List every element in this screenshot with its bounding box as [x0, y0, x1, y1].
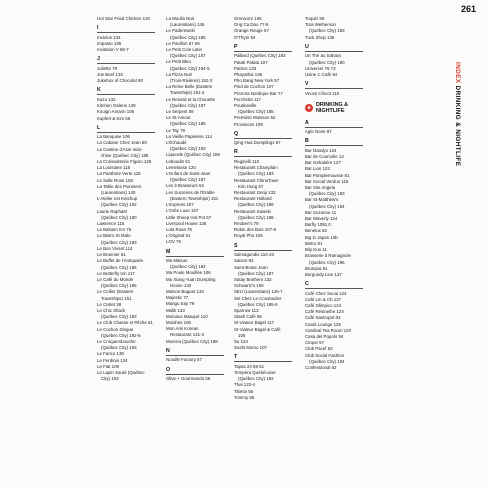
- index-entry: SEU (Laurentians) 146-7: [234, 289, 283, 295]
- index-entry: Big in Japan 10b: [305, 234, 338, 240]
- side-tab-index: INDEX: [454, 62, 461, 84]
- index-entry: Le Fanco 138: [97, 351, 124, 357]
- section-letter: U: [305, 43, 309, 50]
- index-column-2: [166, 16, 228, 382]
- index-entry: Bar St-Matthew's: [305, 197, 339, 203]
- index-entry: Tora Wetherson: [305, 22, 336, 28]
- index-entry: La Moulin Noir: [166, 16, 195, 21]
- index-entry: La Vieille Papeterie 114: [166, 133, 212, 139]
- index-entry: Moinaux Masqué 110: [166, 313, 208, 319]
- index-entry: (Québec City) 192: [238, 376, 274, 382]
- side-tab-section: DRINKING & NIGHTLIFE: [454, 85, 461, 167]
- index-entry: La Reine Belle (Eastern: [166, 84, 213, 90]
- index-entry: Bar Dandys 124: [305, 147, 337, 153]
- index-entry: (Québec City) 185: [170, 121, 206, 127]
- section-divider: [166, 256, 224, 257]
- page-number: 261: [460, 4, 476, 14]
- index-column-4: [305, 16, 367, 371]
- index-entry: L'Orée Luxe 107: [166, 208, 199, 214]
- index-entry: La Croissanterie Figaro 128: [97, 159, 152, 165]
- index-entry: Kupfert & Kim 56: [97, 115, 131, 121]
- index-entry: Le Paderewski: [166, 28, 195, 34]
- index-entry: La Cantine d'Asie Indo-: [97, 146, 143, 152]
- index-entry: La Pizza Noir: [166, 71, 193, 77]
- index-entry: Bistro 91: [305, 240, 323, 246]
- index-entry: (Québec City) 186: [101, 283, 137, 289]
- index-entry: (Québec City) 185: [238, 109, 274, 115]
- index-entry: Les Sucreries de l'Érable: [166, 189, 215, 195]
- index-entry: Restaurant 131-3: [170, 332, 204, 338]
- index-entry: Agle Noire 97: [305, 129, 332, 135]
- index-entry: Café Santropol 83: [305, 315, 341, 321]
- index-entry: (Québec City) 185-6: [238, 301, 278, 307]
- index-entry: 106: [238, 332, 246, 338]
- section-divider: [305, 288, 363, 289]
- index-entry: Sushi Momo 107: [234, 345, 267, 351]
- index-entry: Le Croquembouche: [97, 338, 136, 344]
- index-entry: Bar Waverly 124: [305, 216, 338, 222]
- index-entry: (Québec City) 185: [101, 264, 137, 270]
- section-divider: [97, 63, 155, 64]
- index-entry: Reuben's 79: [234, 220, 259, 226]
- index-entry: Majestic 77: [166, 295, 189, 301]
- index-entry: Stash Café 56: [234, 314, 262, 320]
- section-heading-text: [316, 102, 348, 115]
- index-entry: Le Buffet de l'Antiquaire: [97, 258, 144, 264]
- index-entry: Tempéra Québécoise: [234, 370, 276, 376]
- index-entry: Jukebox of Chocolat 90: [97, 78, 143, 84]
- section-letter: T: [234, 354, 238, 361]
- index-entry: (Trois-Rivières) 152-3: [170, 78, 213, 84]
- section-letter: Q: [234, 130, 239, 137]
- index-entry: St-Viateur Bagel & Café: [234, 326, 281, 332]
- index-section: [234, 354, 296, 401]
- index-entry: Mon Ami Korean: [166, 326, 199, 332]
- index-entry: Le Café du Monde: [97, 276, 134, 282]
- side-tab-text: [454, 62, 461, 166]
- index-entry: Saison 94: [234, 258, 254, 264]
- section-divider: [234, 250, 292, 251]
- index-entry: Le Pavillon 67 69: [166, 40, 200, 46]
- index-entry: Bar Lion 122: [305, 166, 330, 172]
- index-section: [97, 16, 159, 22]
- index-entry: (Québec City) 193: [309, 191, 345, 197]
- index-entry: Café Résinethe 124: [305, 309, 344, 315]
- index-entry: Pho Bang New York 57: [234, 78, 280, 84]
- index-entry: Bar Sits Angela: [305, 185, 336, 191]
- index-entry: Café Chez Sucai 124: [305, 290, 347, 296]
- section-divider: [305, 51, 363, 52]
- index-entry: Universel 76 73: [305, 65, 336, 71]
- index-entry: Restaurant Champlain: [234, 165, 278, 171]
- index-entry: Cirque 57: [305, 340, 325, 346]
- index-entry: Liverpool House 135: [166, 220, 207, 226]
- index-entry: Le Cellier (Eastern: [97, 289, 134, 295]
- index-entry: Lawrence 115: [97, 221, 125, 227]
- section-heading: [305, 102, 367, 115]
- index-entry: Usine C Café 94: [305, 71, 338, 77]
- index-entry: Première Moisson 52: [234, 115, 276, 121]
- index-entry: Qing Hua Dumplings 57: [234, 140, 281, 146]
- section-letter: R: [234, 149, 238, 156]
- index-entry: Le Ferdinia 134: [97, 357, 128, 363]
- index-column-3: [234, 16, 296, 401]
- index-entry: Patrice 133: [234, 65, 257, 71]
- index-entry: Café Olimpico 124: [305, 303, 342, 309]
- section-letter: S: [234, 242, 238, 249]
- index-entry: Kouign Amann 106: [97, 109, 135, 115]
- index-entry: Ma Xiang Yuan Dumpling: [166, 276, 216, 282]
- index-entry: Kazu 132: [97, 96, 116, 102]
- index-entry: Le Lapin Sauté (Québec: [97, 369, 145, 375]
- index-entry: (Laurentians) 145: [101, 190, 136, 196]
- index-entry: Pizzeria Nordique Bar 77: [234, 90, 283, 96]
- index-entry: Le Tay 79: [166, 127, 185, 133]
- index-section: [234, 243, 296, 352]
- index-entry: Townships) 151-2: [170, 90, 205, 96]
- section-divider: [305, 127, 363, 128]
- index-entry: Impasto 135: [97, 40, 122, 46]
- index-entry: Su 134: [234, 338, 248, 344]
- section-letter: C: [305, 281, 309, 288]
- index-entry: Schwartz's 106: [234, 283, 264, 289]
- index-entry: Le Brunnier 61: [97, 252, 126, 258]
- index-entry: Poutineville: [234, 102, 257, 108]
- index-section: [305, 81, 367, 97]
- index-section: [97, 87, 159, 121]
- section-divider: [305, 145, 363, 146]
- index-entry: Club Pacef 63: [305, 346, 333, 352]
- index-entry: Le Salle Rose 106: [97, 177, 133, 183]
- index-entry: Bar de Courcelle 13: [305, 154, 344, 160]
- section-divider: [97, 94, 155, 95]
- index-entry: Tuck Shop 135: [305, 34, 335, 40]
- index-entry: (Québec City) 183: [101, 314, 137, 320]
- index-section: [305, 16, 367, 41]
- index-entry: Club Social Fashion: [305, 352, 345, 358]
- section-divider: [234, 51, 292, 52]
- index-section: [97, 25, 159, 53]
- index-entry: Benelux 82: [305, 228, 327, 234]
- section-letter: A: [305, 119, 309, 126]
- index-entry: L'Atelier est Ketchup: [97, 196, 138, 202]
- index-entry: Hot Star Fried Chicken 132: [97, 16, 150, 21]
- index-entry: Les 3 Brasseurs 54: [166, 183, 204, 189]
- index-entry: (Québec City) 187: [170, 53, 206, 59]
- index-entry: Le Fiat 109: [97, 363, 119, 369]
- index-entry: La Table des Pionniers: [97, 183, 142, 189]
- index-entry: Malik 133: [166, 307, 185, 313]
- index-entry: (Québec City) 192: [170, 264, 206, 270]
- index-section: [305, 138, 367, 278]
- index-entry: Salmagundis 110-23: [234, 252, 274, 258]
- index-entry: Tapas 24 59 61: [234, 363, 265, 369]
- index-entry: Kitchen Galerie 139: [97, 103, 136, 109]
- index-entry: Orange Rouge 57: [234, 28, 269, 34]
- index-entry: Lemelasse 120: [166, 164, 196, 170]
- section-letter: M: [166, 248, 171, 255]
- index-entry: chine (Québec City) 185: [101, 152, 149, 158]
- index-entry: Royal Pho 106: [234, 233, 263, 239]
- index-entry: (Québec City) 190: [101, 214, 137, 220]
- index-section: [234, 16, 296, 41]
- section-letter: J: [97, 56, 100, 63]
- index-entry: Le Cartet 38: [97, 301, 122, 307]
- index-entry: (Québec City) 194: [309, 203, 345, 209]
- index-entry: Le Bistro St Malo: [97, 233, 131, 239]
- index-entry: Candi Lounge 125: [305, 321, 341, 327]
- section-divider: [97, 132, 155, 133]
- cocktail-glass-icon: ♣: [305, 104, 313, 112]
- index-entry: House 132: [170, 282, 192, 288]
- index-entry: La Panthère Verte 115: [97, 171, 141, 177]
- index-entry: Patati Patata 107: [234, 59, 268, 65]
- index-section: [166, 249, 228, 345]
- section-divider: [305, 88, 363, 89]
- section-letter: K: [97, 87, 101, 94]
- section-side-tab: [452, 62, 466, 182]
- index-entry: Little Sheep Hot Pot 57: [166, 214, 212, 220]
- section-divider: [166, 355, 224, 356]
- heading-line-2: NIGHTLIFE: [316, 108, 345, 115]
- index-entry: Robin des Bois 107-8: [234, 227, 276, 233]
- index-entry: Le Petit Coin Latin: [166, 47, 202, 53]
- index-entry: La Banquise 106: [97, 134, 130, 140]
- index-entry: Le Chic Shack: [97, 307, 126, 313]
- index-entry: L'Original 61: [166, 233, 191, 239]
- index-entry: Laurie Raphaël: [97, 208, 127, 214]
- index-section: [234, 44, 296, 128]
- index-entry: St-Viateur Bagel 117: [234, 320, 275, 326]
- index-entry: Café Lm & Cb 127: [305, 296, 342, 302]
- index-section: [305, 120, 367, 136]
- index-entry: Ma Poule Mouillée 106: [166, 270, 211, 276]
- section-letter: I: [97, 25, 99, 32]
- index-column-1: [97, 16, 159, 382]
- section-letter: P: [234, 43, 238, 50]
- index-entry: (Québec City) 187: [238, 270, 274, 276]
- index-entry: (Eastern Townships) 151: [170, 195, 219, 201]
- index-entry: Tommy 55: [234, 394, 255, 400]
- index-entry: (Québec City) 190: [309, 59, 345, 65]
- index-entry: Reginelli 110: [234, 158, 260, 164]
- index-entry: Morena (Québec City) 188: [166, 338, 218, 344]
- index-entry: La Louisiane 115: [97, 165, 131, 171]
- index-entry: Pied de Cochon 107: [234, 84, 274, 90]
- index-section: [234, 149, 296, 239]
- index-section: [97, 56, 159, 84]
- index-entry: Provisions 109: [234, 121, 263, 127]
- index-entry: Thai 123-4: [234, 382, 255, 388]
- index-entry: Confessional 62: [305, 365, 337, 371]
- index-entry: (Québec City) 187: [170, 177, 206, 183]
- index-entry: Paillard (Québec City) 183: [234, 53, 286, 59]
- index-entry: Moishes 106: [166, 320, 191, 326]
- index-section: [166, 348, 228, 364]
- index-section: [234, 131, 296, 147]
- index-entry: (Québec City) 188: [238, 214, 274, 220]
- index-entry: Sparrow 113: [234, 307, 259, 313]
- section-letter: B: [305, 138, 309, 145]
- index-entry: (Québec City) 183: [238, 171, 274, 177]
- index-entry: Cardinal Tea Room 120: [305, 327, 352, 333]
- section-divider: [234, 361, 292, 362]
- index-entry: Olive + Gourmando 56: [166, 376, 211, 382]
- index-entry: Casa del Popolo 94: [305, 334, 344, 340]
- index-entry: Un Thé au Sahara: [305, 53, 341, 59]
- index-entry: Barfly 1081.0: [305, 222, 331, 228]
- index-entry: Lola Rosa 79: [166, 226, 192, 232]
- index-section: [305, 281, 367, 371]
- section-letter: O: [166, 366, 171, 373]
- index-entry: (Québec City) 194-5: [170, 65, 210, 71]
- index-entry: Porchetta 117: [234, 96, 262, 102]
- index-entry: Le Bon Vivant 114: [97, 245, 133, 251]
- index-entry: Sel Chez Le Coustoulier: [234, 295, 282, 301]
- index-entry: Noodle Factory 57: [166, 357, 202, 363]
- index-entry: L'Express 107: [166, 202, 194, 208]
- index-entry: Kim Hung 57: [238, 183, 264, 189]
- index-entry: Brutopia 81: [305, 265, 328, 271]
- index-entry: Invictus 133: [97, 34, 121, 40]
- index-entry: Liquerde (Québec City) 186: [166, 152, 220, 158]
- index-entry: Le Club Chasse et Pêche 61: [97, 320, 153, 326]
- index-entry: Omnivore 106: [234, 16, 262, 21]
- section-divider: [97, 32, 155, 33]
- index-entry: Joliette 79: [97, 65, 118, 71]
- index-entry: Burgundy Lion 137: [305, 271, 342, 277]
- index-entry: (Québec City) 183: [309, 28, 345, 34]
- index-entry: L'Enfant de Saint-Jean: [166, 171, 211, 177]
- index-entry: Le Petit Bleu: [166, 59, 191, 65]
- index-section: [166, 367, 228, 383]
- index-entry: Bar Suzanne 11: [305, 209, 337, 215]
- index-section: [97, 125, 159, 383]
- index-entry: Bar Social Verdun 115: [305, 178, 349, 184]
- index-entry: (Québec City) 193: [101, 345, 137, 351]
- index-entry: Le Renard et la Chouette: [166, 96, 216, 102]
- index-entry: Mangu Say 79: [166, 301, 195, 307]
- index-entry: Le Serpent 59: [166, 109, 194, 115]
- index-entry: Restaurant Kaiseki: [234, 208, 271, 214]
- index-entry: Veuve Chicot 115: [305, 90, 340, 96]
- index-entry: La Cabane Chez Jean 69: [97, 140, 147, 146]
- index-entry: Leboudin 61: [166, 158, 191, 164]
- index-entry: (Québec City) 192: [101, 202, 137, 208]
- index-entry: Le St-Amour: [166, 115, 191, 121]
- index-entry: City) 183: [101, 376, 119, 382]
- index-entry: Phayathai 135: [234, 71, 263, 77]
- section-divider: [166, 374, 224, 375]
- index-entry: Bar Gehatière 127: [305, 160, 341, 166]
- index-entry: (Québec City) 183: [170, 146, 206, 152]
- index-entry: (Québec City) 196: [309, 259, 345, 265]
- index-entry: Maison Baguet 134: [166, 289, 204, 295]
- index-entry: (Québec City) 185: [170, 34, 206, 40]
- index-entry: Ma Maison: [166, 258, 188, 264]
- index-entry: (Laurentians) 146: [170, 22, 205, 28]
- index-entry: Le Butterfly Inn 117: [97, 270, 135, 276]
- index-entry: Bar Pamplemousse 81: [305, 172, 350, 178]
- index-entry: Ong Ca Dao 77-8: [234, 22, 269, 28]
- index-entry: Joe Beef 133: [97, 72, 123, 78]
- index-entry: (Québec City) 183: [101, 239, 137, 245]
- index-entry: Satay Brothers 132: [234, 276, 272, 282]
- section-divider: [234, 138, 292, 139]
- index-entry: Invitation V 56-7: [97, 47, 129, 53]
- index-entry: LOV 76: [166, 239, 181, 245]
- index-entry: Le Cochon Dingue: [97, 326, 134, 332]
- section-letter: N: [166, 347, 170, 354]
- index-entry: Bily Kun 11: [305, 247, 327, 253]
- section-letter: V: [305, 81, 309, 88]
- index-entry: (Québec City) 192-6: [101, 332, 141, 338]
- index-entry: Brasserie à Ramagnole: [305, 253, 351, 259]
- index-entry: Toqué! 59: [305, 16, 325, 21]
- index-entry: Restaurant ChinaTown: [234, 177, 279, 183]
- index-entry: Restaurant Genji 133: [234, 189, 276, 195]
- index-entry: L'Échaudé: [166, 140, 187, 146]
- index-entry: (Québec City) 187: [170, 102, 206, 108]
- section-divider: [234, 156, 292, 157]
- index-entry: Le Balsam Inn 75: [97, 227, 132, 233]
- index-entry: (Québec City) 194: [309, 358, 345, 364]
- index-entry: O'Thym 94: [234, 34, 256, 40]
- section-letter: L: [97, 124, 101, 131]
- index-entry: Tibetin 56: [234, 388, 254, 394]
- index-entry: Restaurant Holland: [234, 196, 272, 202]
- index-entry: Townships) 151: [101, 295, 132, 301]
- heading-line-1: DRINKING &: [316, 101, 349, 108]
- index-entry: Saint-Bonte Jean: [234, 264, 268, 270]
- index-section: [166, 16, 228, 246]
- index-section: [305, 44, 367, 78]
- index-entry: (Québec City) 188: [238, 202, 274, 208]
